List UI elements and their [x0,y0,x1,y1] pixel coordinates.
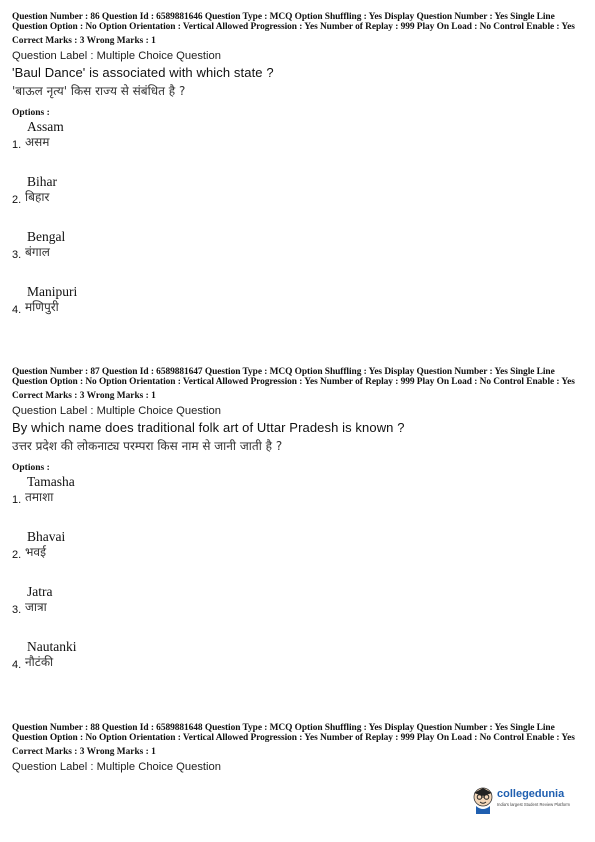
option-2[interactable] [12,174,584,229]
question-88 [12,723,584,774]
option-number: 4. [12,659,22,672]
question-text-hindi: उत्तर प्रदेश की लोकनाट्य परम्परा किस नाम से जानी जाती है ? [12,439,283,454]
option-1[interactable] [12,119,584,174]
question-86 [12,12,584,339]
question-marks: Correct Marks : 3 Wrong Marks : 1 [12,391,156,402]
option-3[interactable] [12,229,584,284]
question-label: Question Label : Multiple Choice Question [12,405,221,418]
question-marks: Correct Marks : 3 Wrong Marks : 1 [12,36,156,47]
option-english: Manipuri [27,284,78,300]
option-english: Bhavai [27,529,66,545]
question-meta: Question Number : 88 Question Id : 6589881648 Question Type : MCQ Option Shuffling : Yes Display Question Number : Yes Single Line Question Option : No Option Orientation : Vertical Allowed Progression : Yes Number of Replay : 999 Play On Load : No Control Enable : Yes [12,723,575,744]
option-4[interactable] [12,284,584,339]
question-87 [12,367,584,694]
option-english: Bengal [27,229,66,245]
option-english: Bihar [27,174,57,190]
collegedunia-logo [471,784,581,816]
question-label: Question Label : Multiple Choice Question [12,761,221,774]
question-text-english: By which name does traditional folk art of Uttar Pradesh is known ? [12,420,405,436]
option-number: 2. [12,549,22,562]
option-number: 2. [12,194,22,207]
options-heading: Options : [12,108,50,119]
question-marks: Correct Marks : 3 Wrong Marks : 1 [12,747,156,758]
brand-tagline: India's largest Student Review Platform [497,802,570,807]
option-hindi: नौटंकी [25,655,54,670]
option-number: 4. [12,304,22,317]
option-number: 3. [12,249,22,262]
option-3[interactable] [12,584,584,639]
option-english: Assam [27,119,64,135]
option-number: 1. [12,494,22,507]
option-hindi: मणिपुरी [25,300,59,315]
brand-name: collegedunia [497,788,565,800]
question-meta: Question Number : 86 Question Id : 6589881646 Question Type : MCQ Option Shuffling : Yes Display Question Number : Yes Single Line Question Option : No Option Orientation : Vertical Allowed Progression : Yes Number of Replay : 999 Play On Load : No Control Enable : Yes [12,12,575,33]
option-4[interactable] [12,639,584,694]
student-mascot-icon [471,784,495,814]
options-heading: Options : [12,463,50,474]
option-hindi: भवई [25,545,47,560]
option-hindi: असम [25,135,50,150]
option-hindi: तमाशा [25,490,54,505]
option-number: 3. [12,604,22,617]
question-meta: Question Number : 87 Question Id : 6589881647 Question Type : MCQ Option Shuffling : Yes Display Question Number : Yes Single Line Question Option : No Option Orientation : Vertical Allowed Progression : Yes Number of Replay : 999 Play On Load : No Control Enable : Yes [12,367,575,388]
option-english: Nautanki [27,639,77,655]
option-english: Tamasha [27,474,75,490]
option-number: 1. [12,139,22,152]
option-hindi: जात्रा [25,600,47,615]
option-hindi: बिहार [25,190,50,205]
option-hindi: बंगाल [25,245,50,260]
question-label: Question Label : Multiple Choice Question [12,50,221,63]
option-english: Jatra [27,584,53,600]
option-2[interactable] [12,529,584,584]
question-text-hindi: 'बाऊल नृत्य' किस राज्य से संबंधित है ? [12,84,186,99]
option-1[interactable] [12,474,584,529]
question-text-english: 'Baul Dance' is associated with which state ? [12,65,274,81]
